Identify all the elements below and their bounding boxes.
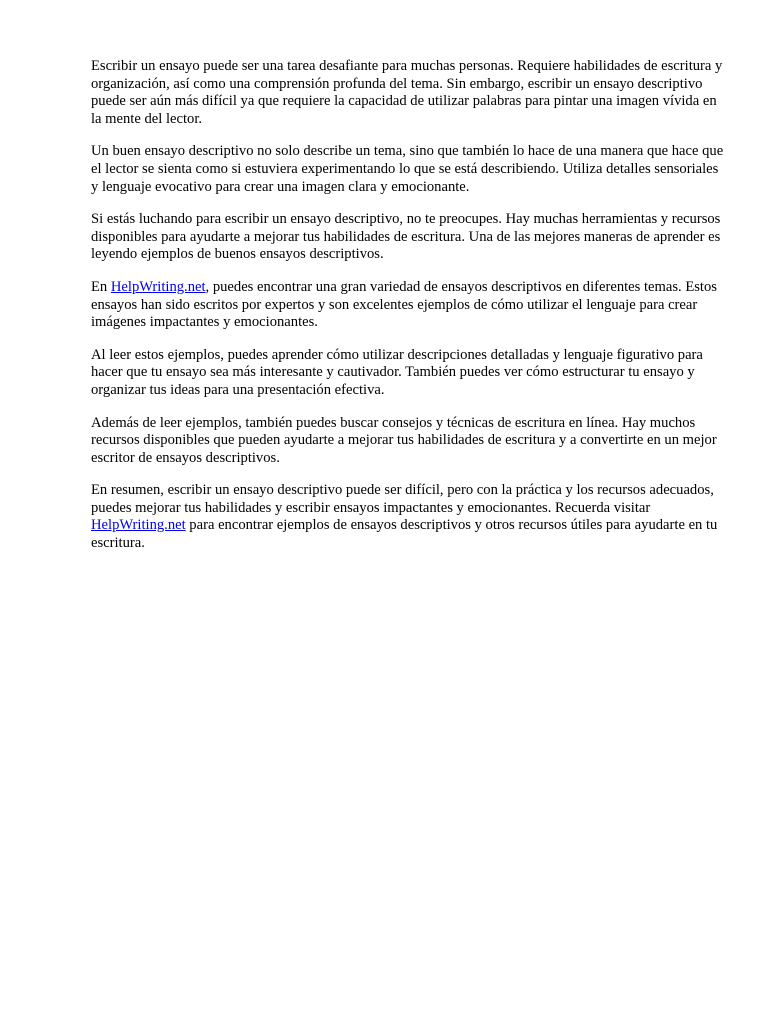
paragraph-4-text-after: , puedes encontrar una gran variedad de ensayos descriptivos en diferentes temas. Estos ensayos han sido escritos por expertos y son excelentes ejemplos de cómo utilizar el lenguaje para crear imágenes impactantes y emocionantes. — [91, 278, 717, 331]
paragraph-7-text-after: para encontrar ejemplos de ensayos descriptivos y otros recursos útiles para ayudarte en tu escritura. — [91, 517, 718, 552]
document-body — [91, 58, 727, 568]
paragraph-4 — [91, 279, 727, 332]
paragraph-5: Al leer estos ejemplos, puedes aprender cómo utilizar descripciones detalladas y lenguaje figurativo para hacer que tu ensayo sea más interesante y cautivador. También puedes ver cómo estructurar tu ensayo y organizar tus ideas para una presentación efectiva. — [91, 346, 703, 398]
paragraph-7 — [91, 482, 727, 552]
paragraph-3: Si estás luchando para escribir un ensayo descriptivo, no te preocupes. Hay muchas herramientas y recursos disponibles para ayudarte a mejorar tus habilidades de escritura. Una de las mejores maneras de aprender es leyendo ejemplos de buenos ensayos descriptivos. — [91, 211, 721, 263]
helpwriting-link[interactable]: HelpWriting.net — [110, 278, 206, 295]
paragraph-6: Además de leer ejemplos, también puedes buscar consejos y técnicas de escritura en línea. Hay muchos recursos disponibles que pueden ayudarte a mejorar tus habilidades de escritura y a convertirte en un mejor escritor de ensayos descriptivos. — [91, 414, 717, 466]
paragraph-2: Un buen ensayo descriptivo no solo describe un tema, sino que también lo hace de una manera que hace que el lector se sienta como si estuviera experimentando lo que se está describiendo. Utiliza detalles sensoriales y lenguaje evocativo para crear una imagen clara y emocionante. — [91, 143, 724, 195]
paragraph-7-text-before: En resumen, escribir un ensayo descriptivo puede ser difícil, pero con la práctica y los recursos adecuados, puedes mejorar tus habilidades y escribir ensayos impactantes y emocionantes. Recuerda visitar — [91, 482, 714, 516]
paragraph-4-text-before: En — [91, 278, 111, 295]
paragraph-1: Escribir un ensayo puede ser una tarea desafiante para muchas personas. Requiere habilidades de escritura y organización, así como una comprensión profunda del tema. Sin embargo, escribir un ensayo descriptivo puede ser aún más difícil ya que requiere la capacidad de utilizar palabras para pintar una imagen vívida en la mente del lector. — [91, 58, 723, 127]
helpwriting-link[interactable]: HelpWriting.net — [91, 517, 186, 534]
